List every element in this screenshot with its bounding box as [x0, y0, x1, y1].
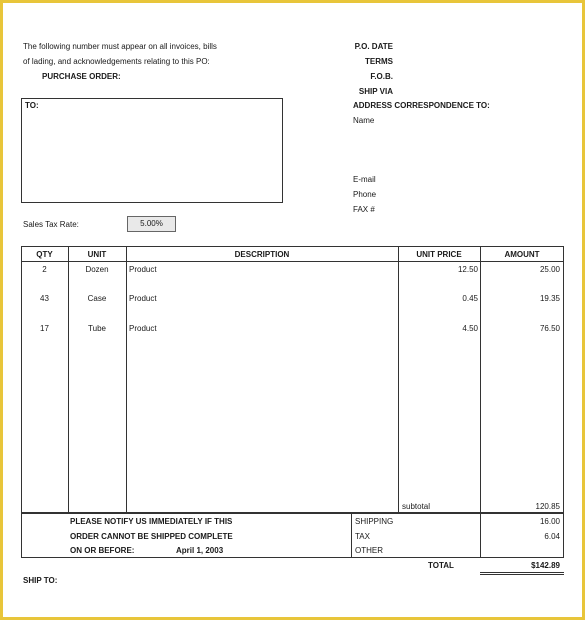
subtotal-value: 120.85 — [535, 502, 560, 511]
totals-divider — [351, 513, 352, 558]
address-name-label: Name — [353, 116, 375, 125]
unit-price-header: UNIT PRICE — [416, 250, 462, 259]
row-unit[interactable]: Case — [87, 294, 107, 303]
po-date-label: P.O. DATE — [354, 42, 393, 51]
col-divider — [126, 246, 127, 513]
purchase-order-label: PURCHASE ORDER: — [42, 72, 121, 81]
tax-label: TAX — [355, 532, 370, 541]
fob-label: F.O.B. — [370, 72, 393, 81]
other-label: OTHER — [355, 546, 383, 555]
row-amount: 25.00 — [539, 265, 560, 274]
address-phone-label: Phone — [353, 190, 377, 199]
shipping-value[interactable]: 16.00 — [539, 517, 560, 526]
ship-to-label: SHIP TO: — [23, 576, 58, 585]
col-divider — [398, 246, 399, 513]
row-description[interactable]: Product — [129, 265, 157, 274]
to-address-box[interactable] — [21, 98, 283, 203]
ship-by-date[interactable]: April 1, 2003 — [176, 546, 224, 555]
unit-header: UNIT — [87, 250, 107, 259]
to-label: TO: — [25, 101, 39, 110]
intro-line-2: of lading, and acknowledgements relating to this PO: — [23, 57, 210, 66]
total-underline — [480, 574, 564, 575]
shipping-label: SHIPPING — [355, 517, 394, 526]
address-heading: ADDRESS CORRESPONDENCE TO: — [353, 101, 490, 110]
row-description[interactable]: Product — [129, 294, 157, 303]
notice-line-3: ON OR BEFORE: — [70, 546, 135, 555]
notice-line-1: PLEASE NOTIFY US IMMEDIATELY IF THIS — [70, 517, 233, 526]
row-unit-price[interactable]: 12.50 — [457, 265, 478, 274]
total-value: $142.89 — [531, 561, 560, 570]
row-amount: 76.50 — [539, 324, 560, 333]
amount-header: AMOUNT — [504, 250, 540, 259]
ship-via-label: SHIP VIA — [358, 87, 393, 96]
address-email-label: E-mail — [353, 175, 376, 184]
address-fax-label: FAX # — [353, 205, 375, 214]
row-qty[interactable]: 43 — [40, 294, 49, 303]
notice-line-2: ORDER CANNOT BE SHIPPED COMPLETE — [70, 532, 233, 541]
description-header: DESCRIPTION — [234, 250, 290, 259]
row-description[interactable]: Product — [129, 324, 157, 333]
sales-tax-label: Sales Tax Rate: — [23, 220, 79, 229]
total-underline — [480, 572, 564, 573]
col-divider — [480, 246, 481, 513]
row-unit-price[interactable]: 0.45 — [462, 294, 478, 303]
col-divider — [68, 246, 69, 513]
qty-header: QTY — [36, 250, 53, 259]
total-label: TOTAL — [428, 561, 454, 570]
terms-label: TERMS — [365, 57, 393, 66]
row-amount: 19.35 — [539, 294, 560, 303]
row-unit-price[interactable]: 4.50 — [462, 324, 478, 333]
row-qty[interactable]: 17 — [40, 324, 49, 333]
subtotal-label: subtotal — [402, 502, 431, 511]
items-table — [21, 246, 564, 513]
row-unit[interactable]: Dozen — [85, 265, 109, 274]
tax-value: 6.04 — [544, 532, 560, 541]
sales-tax-value[interactable]: 5.00% — [127, 216, 176, 232]
row-unit[interactable]: Tube — [88, 324, 106, 333]
row-qty[interactable]: 2 — [42, 265, 47, 274]
header-divider — [21, 261, 564, 262]
intro-line-1: The following number must appear on all invoices, bills — [23, 42, 217, 51]
